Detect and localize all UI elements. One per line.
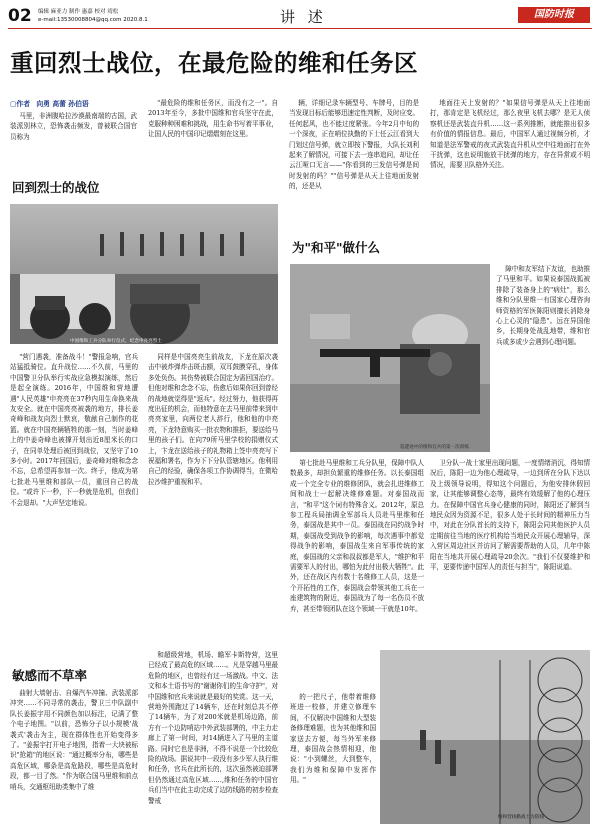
- fence-patrol-illustration: [380, 650, 590, 824]
- soldier-photo-caption: 巡逻途中的维和官兵的第一次训练: [400, 445, 469, 450]
- memorial-photo: [10, 204, 278, 344]
- section-3-heading: 为"和平"做什么: [292, 240, 381, 255]
- page-number: 02: [8, 6, 32, 26]
- section-1-col-1: "营门遇袭，准备战斗！"警报急响，官兵站猛抵骑位。直升战位……不久前，马里的中国警卫分队举行实战应急模拟演练，然后是起全演练。2016年，中国维和营地遭遇"人民英雄"申亮亮在37秒内用生命换来战友安全。就在中国亮亮被袭的地方，排长姜奇峰和战友向烈士默哀，敬献自己制作的花篮。就在中国亮辆牺牲的那一刻，当时姜峰上的中姜奇峰也被撑开划出近8厘米长的口子，在同单处理后被回到战位，又坚守了10多小时。2017年回国后，姜奇峰对维和念念不忘，总希望再参加一次。终于，他成为第七批赴马里维和部队一员，重回自己的战位。"或许下一秒，下一秒就是危机，但我们不会退却。"大声坚定地说。: [10, 353, 138, 507]
- section-1-col-2: 同样是中国亮亮生前战友，下龙在原次袭击中被炸弹炸击斑击额，双耳鼓膜穿孔，身体多处负伤。其伤势被联合国定为需回国治疗。但他对维和念念不忘，伤愈后如果你回到曾经的战地就觉得是"返兵"。经过努力，他获得再度出征的机会，而他特意在去马里前带来到申亮亮家里，向两位老人辞行，他和他的申亮亮，下龙特意购买一批衣物和推拒，要送给马里的孩子们。在向79所马里学校的捐赠仪式上，卞龙在送给孩子的礼物箱上签申亮亮写下祝福和署名，作为下下分队管辖地区。他利用自己的经验，确保各项工作协调得当，在微哈拉沙维护重视和平。: [148, 353, 278, 486]
- soldier-training-illustration: [290, 264, 490, 452]
- soldier-training-photo: [290, 264, 490, 452]
- intro-col-2: "最危险的维和任务区，而没有之一"。自2013年至今，多批中国维和官兵坚守在此，克服种种困难和挑战，用生命书写着平事业，让国人民的中国印记熠熠刻在这里。: [148, 99, 278, 139]
- section-title: 讲 述: [280, 8, 327, 26]
- fence-patrol-photo: [380, 650, 590, 824]
- page-header: [8, 4, 592, 34]
- intro-col-4: 地面往天上发射的？"如果信号弹是从天上往地面打，那肯定是飞机经过，那么夜里飞机去哪？是无人侦察机还是武装直升机……这一系列推断，就能推出很多有价值的情报信息。最后，中国军人通过视频分析，才知道是法军警戒的夜式武装直升机从空中往地面打在外干扰弹，这也说明施放干扰弹的地方，存在异常或不明情况，需要卫队格外关注。: [430, 99, 590, 170]
- section-2-col-2: 和超级营地，机场、瞻军卡斯特营，这里已经成了最高危的区域……。凡是穿越马里最危险的地区，也曾经有过一场激战。中文、法文和本土语书写的"谢谢你们的生命守护"，对中国维和官兵来说就是最好的奖赏。这一天，营地外围跑过了14辆车，还在时刻总共不停了14辆车，为了对200米就是机场边路，前方有一个边防哨站中外武装部署的，中主力走廊上了第一时间，对14辆进入了马里的主道路。同时它也是非洲，不得不说是一个比较危险的战场。据说其中一段没有多少军人执行维和任务，官兵在此所长的，这次虽然被迫部署但仍然通过高危区域……,维和任务的中国官兵们当中在此主动完成了边防线路的初步检查警戒: [148, 651, 278, 805]
- byline-names: 向勇 高蕾 孙伯语: [36, 100, 89, 108]
- byline: [10, 98, 89, 108]
- section-1-heading: 回到烈士的战位: [12, 180, 100, 195]
- credits-line-2: e-mail:13530008804@qq.com 2020.8.1: [38, 17, 148, 23]
- section-2-heading: 敏感而不草率: [12, 668, 88, 683]
- headline: 重回烈士战位，在最危险的维和任务区: [10, 49, 418, 77]
- intro-col-3: 辆，详细记录车辆型号、车牌号，目的是当发现目标后能够迅速定性判断，及时应变。任何起风，也不能过度紧张。今年2月中旬的一个深夜，正在哨位执勤的下士任云江看到大门划过信号弹，就立即按下警报，大队长刘利起来了解情况，可接下去一连串追问，却让任云江哑口无言——"你看到的三发信号弹是间时发射的吗？""信号弹是从天上往地面发射的，还是从: [289, 99, 419, 191]
- section-2-col-1: 曲射大墙射击、自爆汽车冲撞、武装派部冲突……不同寻常的袭击，警卫三中队副中队长姜振宇用不同颜色加以标注，记满了整个电子地图。"以前，恐怖分子以小规模'战袭式'袭击为主，现在群体性也开始变得多了。"姜振宇打开电子地图，指着一大块被标识"抢箱"的地区说："通过概率分布，哪些是高危区域，哪条是高危路段，哪些是高危时段，都一目了然。"作为联合国马里维和前点哨兵，交通枢纽助类集中了维: [10, 689, 138, 791]
- section-3-col-main-2: 卫分队一战士家里出现问题，一度情绪消沉，得知情况后，陈阳一边为他心理疏导，一边到所在分队下达以及上级领导说明，得知这个问题后，为他安排休假回家，让其能够调整心态等，最终有效缓解了他的心理压力。在保障中国官兵身心健康的同时，陈阳还了解到当地民众因为资源不足，很多人处于长时间的精神压力当中，对此在分队首长的支持下，陈阳会同其他医护人员定期前往当地的医疗机构给当地民众开展心理辅导，深入营区周边社区并访问了解需要帮助的人员，几年中陈阳在当地共开展心理疏导20余次。"我们不仅要维护和平，更要传递中国军人的责任与担当"，陈阳说道。: [430, 459, 590, 572]
- fence-photo-caption: 维和营执勤战士为防线: [498, 815, 544, 820]
- credits-line-1: 编辑 麻亚力 制作 惠嘉 校对 靖松: [38, 9, 119, 15]
- section-3-col-main-1: 第七批赴马里维和工兵分队里，保障中队人数最多，却担负繁重的维修任务。以长泰国组成一个完全专业的维修团队，就会扎进维修工间和战士一起解决维修难题。对泰国战而言，"和平"这个词有特殊含义。2012年，原总参工程兵局抽调全军部兵人员赴马里维和任务，泰国战是其中一员。泰国战在同约战争时期，泰国战受到战争的影响，每次遇事中都觉得战争的影响，泰国战生来自军事传统的家庭，泰国战的父亲和叔叔都是军人，"维护和平需要军人的付出，哪怕为此付出极大牺牲"。此外，还在战区内有数十名维修工人员，这是一个开拓性的工作，泰国战会带领其他工兵在一座建筑物的附近，泰国战为了每一名伤员不放弃，甚至带领团队在这个领域一干就是10年。: [290, 459, 424, 613]
- section-3-col-bottom: 的一把尺子，他带着维修班进一校修，并建立修理车间，不仅解决中国维和大型装备修理难题，也为其他维和国家送去方便，每当外军来修理，泰国战会热情相迎，他说："小到螺丝，大到整车，我们为维和保障中发挥作用。": [290, 693, 376, 785]
- intro-col-1: 马里，非洲腹哈拉沙漠最南端的古国，武装派别林立，恐怖袭击频发，曾被联合国官员称为: [10, 112, 137, 141]
- masthead-logo: 国防时报: [518, 7, 590, 23]
- memorial-photo-illustration: [10, 204, 278, 344]
- memorial-photo-caption: 中国维和工兵分队举行仪式，纪念申亮亮烈士: [70, 339, 162, 344]
- section-3-col-right: 障中和友军结下友谊，也助推了马里和平。如果说泰国战狐被排除了装备身上的"病灶"，那么维和分队里维一有国家心理咨询师资格的军医陈阳则擅长消除身心上心灵的"隐患"。远在异国他乡，长期身处战乱地带，维和官兵或多或少会遇到心理问题。: [496, 265, 590, 346]
- byline-prefix: ▢作者: [10, 100, 31, 108]
- header-rule: [8, 28, 592, 29]
